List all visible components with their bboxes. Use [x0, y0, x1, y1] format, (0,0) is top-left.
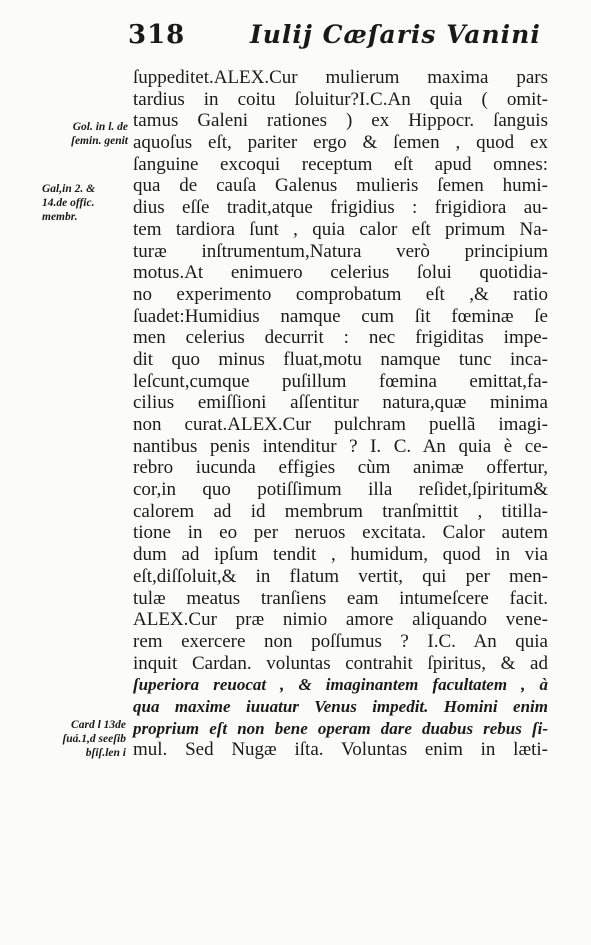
margin-note-line: ſuá.1,d seeſib — [62, 733, 126, 745]
text-line: ſanguine excoqui receptum eſt apud omnes: — [133, 153, 548, 175]
text-line: motus.At enimuero celerius ſolui quotidia- — [133, 262, 548, 284]
text-line: no experimento comprobatum eſt ,& ratio — [133, 283, 548, 305]
text-line: aquoſus eſt, pariter ergo & ſemen , quod ex — [133, 132, 548, 154]
text-line: mul. Sed Nugæ iſta. Voluntas enim in læti- — [133, 739, 548, 761]
margin-note-line: membr. — [42, 211, 78, 223]
running-head: Iulij Cæſaris Vanini — [250, 20, 541, 49]
margin-note-galen-semen — [44, 120, 128, 148]
margin-note-line: bſiſ.len i — [85, 747, 126, 759]
text-line: tardius in coitu ſoluitur?I.C.An quia ( omit- — [133, 88, 548, 110]
text-line: qua de cauſa Galenus mulieris ſemen humi- — [133, 175, 548, 197]
text-line: ALEX.Cur præ nimio amore aliquando vene- — [133, 609, 548, 631]
text-line: cor,in quo potiſſimum illa reſidet,ſpiritum& — [133, 479, 548, 501]
text-line: leſcunt,cumque puſillum fœmina emittat,fa- — [133, 370, 548, 392]
text-line: inquit Cardan. voluntas contrahit ſpiritus, & ad — [133, 652, 548, 674]
text-line: ſuadet:Humidius namque cum ſit fœminæ ſe — [133, 305, 548, 327]
text-line: non curat.ALEX.Cur pulchram puellã imagi- — [133, 414, 548, 435]
text-line: ſuppeditet.ALEX.Cur mulierum maxima pars — [133, 67, 548, 88]
text-line: rem exercere non poſſumus ? I.C. An quia — [133, 630, 548, 652]
text-line: tione in eo per neruos excitata. Calor autem — [133, 522, 548, 544]
text-line: nantibus penis intenditur ? I. C. An quia è ce- — [133, 435, 548, 457]
text-line: tem tardiora ſunt , quia calor eſt primum Na- — [133, 218, 548, 240]
page-header — [128, 20, 548, 60]
margin-note-line: Card l 13de — [71, 719, 126, 731]
text-line: turæ inſtrumentum,Natura verò principium — [133, 240, 548, 262]
text-line-italic: proprium eſt non bene operam dare duabus rebus ſi- — [133, 718, 548, 738]
text-line: dius eſſe tradit,atque frigidius : frigidiora au- — [133, 197, 548, 219]
margin-note-galen-offic — [42, 182, 128, 224]
text-line-italic: ſuperiora reuocat , & imaginantem facultatem , à — [133, 675, 548, 695]
text-line: eſt,diſſoluit,& in flatum vertit, qui per men- — [133, 565, 548, 587]
margin-note-line: ſemin. genit — [71, 135, 128, 147]
text-line: cilius emiſſioni aſſentitur natura,quæ minima — [133, 392, 548, 414]
text-line: tamus Galeni rationes ) ex Hippocr. ſanguis — [133, 110, 548, 132]
text-line-italic: qua maxime iuuatur Venus impedit. Homini enim — [133, 696, 548, 716]
margin-note-line: Gol. in l. de — [72, 121, 128, 133]
margin-note-line: 14.de offic. — [42, 197, 95, 209]
margin-note-cardan — [28, 718, 126, 760]
page-number: 318 — [128, 20, 186, 50]
margin-note-line: Gal,in 2. & — [42, 183, 96, 195]
text-line: calorem ad id membrum tranſmittit , titilla- — [133, 500, 548, 522]
text-line: rebro iucunda effigies cùm animæ offertur, — [133, 457, 548, 479]
text-line: dum ad ipſum tendit , humidum, quod in via — [133, 544, 548, 566]
text-line: dit quo minus fluat,motu namque tunc inca- — [133, 348, 548, 370]
text-line: men celerius decurrit : nec frigiditas impe- — [133, 327, 548, 349]
text-line: tulæ meatus tranſiens eam intumeſcere facit. — [133, 587, 548, 609]
body-text — [133, 67, 548, 761]
